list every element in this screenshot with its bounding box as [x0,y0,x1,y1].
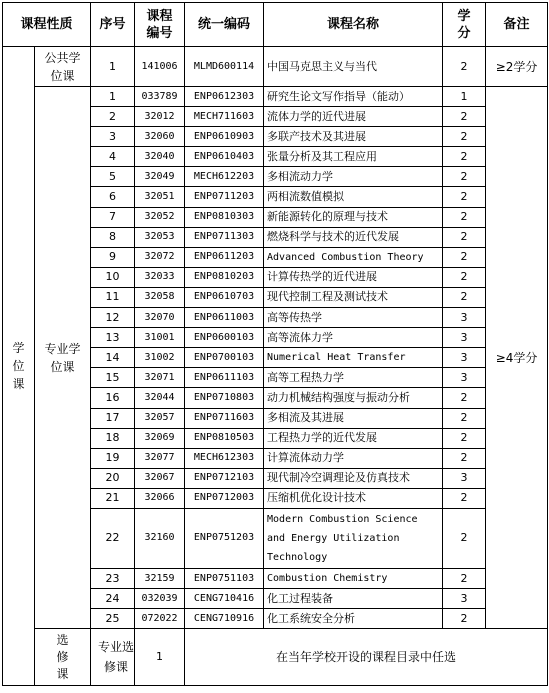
course-name: 高等传热学 [264,308,443,328]
course-name: Combustion Chemistry [264,568,443,588]
unified-code: ENP0611203 [185,247,264,267]
course-seq: 19 [91,448,135,468]
course-credit: 2 [443,167,486,187]
unified-code: ENP0810503 [185,428,264,448]
elective-category-cell [35,629,91,686]
unified-code: ENP0700103 [185,348,264,368]
header-row [3,3,548,47]
course-name: 化工过程装备 [264,589,443,609]
course-name: 高等工程热力学 [264,368,443,388]
public-course-no: 141006 [135,47,185,87]
course-name: 新能源转化的原理与技术 [264,207,443,227]
course-seq: 2 [91,107,135,127]
course-no: 32058 [135,287,185,307]
course-credit: 2 [443,388,486,408]
course-credit: 3 [443,368,486,388]
course-seq: 12 [91,308,135,328]
course-no: 32052 [135,207,185,227]
course-credit: 3 [443,328,486,348]
course-name: 压缩机优化设计技术 [264,488,443,508]
table-row [3,47,548,87]
course-no: 32057 [135,408,185,428]
course-seq: 13 [91,328,135,348]
unified-code: ENP0751103 [185,568,264,588]
unified-code: ENP0711203 [185,187,264,207]
course-name: Modern Combustion Science and Energy Utilization Technology [264,508,443,568]
course-no: 32071 [135,368,185,388]
course-name: 计算传热学的近代进展 [264,267,443,287]
course-name: 张量分析及其工程应用 [264,147,443,167]
course-seq: 9 [91,247,135,267]
course-seq: 22 [91,508,135,568]
unified-code: ENP0610403 [185,147,264,167]
course-name: 两相流数值模拟 [264,187,443,207]
course-seq: 11 [91,287,135,307]
course-credit: 2 [443,207,486,227]
course-name: 研究生论文写作指导（能动） [264,87,443,107]
unified-code: ENP0710803 [185,388,264,408]
course-no: 32069 [135,428,185,448]
course-name: 流体力学的近代进展 [264,107,443,127]
public-category-label: 公共学位课 [44,50,81,83]
unified-code: ENP0751203 [185,508,264,568]
course-credit: 2 [443,187,486,207]
degree-category-cell [3,47,35,686]
course-credit: 2 [443,408,486,428]
course-name: 现代控制工程及测试技术 [264,287,443,307]
course-credit: 2 [443,247,486,267]
course-seq: 25 [91,609,135,629]
course-no: 32033 [135,267,185,287]
course-credit: 2 [443,107,486,127]
header-seq: 序号 [91,3,135,47]
unified-code: ENP0612303 [185,87,264,107]
course-seq: 5 [91,167,135,187]
course-credit: 1 [443,87,486,107]
header-course-no: 课程编号 [135,3,185,47]
course-table [2,2,548,686]
course-no: 32077 [135,448,185,468]
course-name: 工程热力学的近代发展 [264,428,443,448]
table-row [3,629,548,686]
course-no: 32040 [135,147,185,167]
course-no: 31001 [135,328,185,348]
course-no: 32044 [135,388,185,408]
elective-sub-category-cell [91,629,135,686]
course-no: 32053 [135,227,185,247]
course-no: 32070 [135,308,185,328]
public-category-cell [35,47,91,87]
course-credit: 3 [443,348,486,368]
course-name: Advanced Combustion Theory [264,247,443,267]
unified-code: MECH711603 [185,107,264,127]
course-credit: 3 [443,308,486,328]
unified-code: MECH612303 [185,448,264,468]
course-seq: 23 [91,568,135,588]
unified-code: ENP0810203 [185,267,264,287]
course-credit: 2 [443,568,486,588]
course-no: 32049 [135,167,185,187]
course-name: 燃烧科学与技术的近代发展 [264,227,443,247]
course-credit: 3 [443,589,486,609]
course-no: 31002 [135,348,185,368]
elective-seq: 1 [135,629,185,686]
course-credit: 3 [443,468,486,488]
public-credit: 2 [443,47,486,87]
course-credit: 2 [443,488,486,508]
elective-category-label: 选修课 [56,632,69,681]
unified-code: ENP0610903 [185,127,264,147]
course-name: 高等流体力学 [264,328,443,348]
elective-description: 在当年学校开设的课程目录中任选 [185,629,548,686]
course-no: 32051 [135,187,185,207]
course-credit: 2 [443,227,486,247]
table-body [3,47,548,686]
course-seq: 10 [91,267,135,287]
unified-code: ENP0610703 [185,287,264,307]
course-seq: 6 [91,187,135,207]
unified-code: CENG710916 [185,609,264,629]
table-row [3,87,548,107]
course-credit: 2 [443,508,486,568]
course-name: 多相流及其进展 [264,408,443,428]
course-seq: 16 [91,388,135,408]
course-no: 32072 [135,247,185,267]
unified-code: ENP0600103 [185,328,264,348]
course-seq: 14 [91,348,135,368]
course-name: 化工系统安全分析 [264,609,443,629]
course-credit: 2 [443,609,486,629]
course-name: 动力机械结构强度与振动分析 [264,388,443,408]
course-seq: 24 [91,589,135,609]
unified-code: ENP0711603 [185,408,264,428]
course-seq: 20 [91,468,135,488]
unified-code: CENG710416 [185,589,264,609]
course-seq: 1 [91,87,135,107]
course-seq: 17 [91,408,135,428]
header-category: 课程性质 [3,3,91,47]
unified-code: ENP0712103 [185,468,264,488]
course-seq: 15 [91,368,135,388]
course-name: 现代制冷空调理论及仿真技术 [264,468,443,488]
course-no: 072022 [135,609,185,629]
course-no: 32067 [135,468,185,488]
major-category-cell [35,87,91,629]
public-course-name: 中国马克思主义与当代 [264,47,443,87]
public-remark: ≥2学分 [486,47,548,87]
course-no: 032039 [135,589,185,609]
course-seq: 18 [91,428,135,448]
course-name: 计算流体动力学 [264,448,443,468]
major-category-label: 专业学位课 [44,341,81,374]
course-credit: 2 [443,448,486,468]
public-unified-code: MLMD600114 [185,47,264,87]
course-no: 32160 [135,508,185,568]
header-remark: 备注 [486,3,548,47]
course-credit: 2 [443,287,486,307]
unified-code: ENP0712003 [185,488,264,508]
unified-code: ENP0810303 [185,207,264,227]
course-seq: 7 [91,207,135,227]
unified-code: ENP0611103 [185,368,264,388]
course-credit: 2 [443,428,486,448]
major-remark: ≥4学分 [486,87,548,629]
course-no: 32060 [135,127,185,147]
course-seq: 21 [91,488,135,508]
course-credit: 2 [443,147,486,167]
course-seq: 8 [91,227,135,247]
course-no: 32159 [135,568,185,588]
course-no: 033789 [135,87,185,107]
course-no: 32066 [135,488,185,508]
public-seq: 1 [91,47,135,87]
course-credit: 2 [443,267,486,287]
unified-code: ENP0711303 [185,227,264,247]
elective-sub-category-label: 专业选修课 [98,640,135,675]
course-credit: 2 [443,127,486,147]
course-no: 32012 [135,107,185,127]
unified-code: ENP0611003 [185,308,264,328]
course-name: 多相流动力学 [264,167,443,187]
course-name: Numerical Heat Transfer [264,348,443,368]
header-course-name: 课程名称 [264,3,443,47]
course-seq: 4 [91,147,135,167]
header-unified-code: 统一编码 [185,3,264,47]
course-seq: 3 [91,127,135,147]
course-name: 多联产技术及其进展 [264,127,443,147]
unified-code: MECH612203 [185,167,264,187]
header-credit: 学分 [443,3,486,47]
degree-category-label: 学位课 [12,341,25,392]
